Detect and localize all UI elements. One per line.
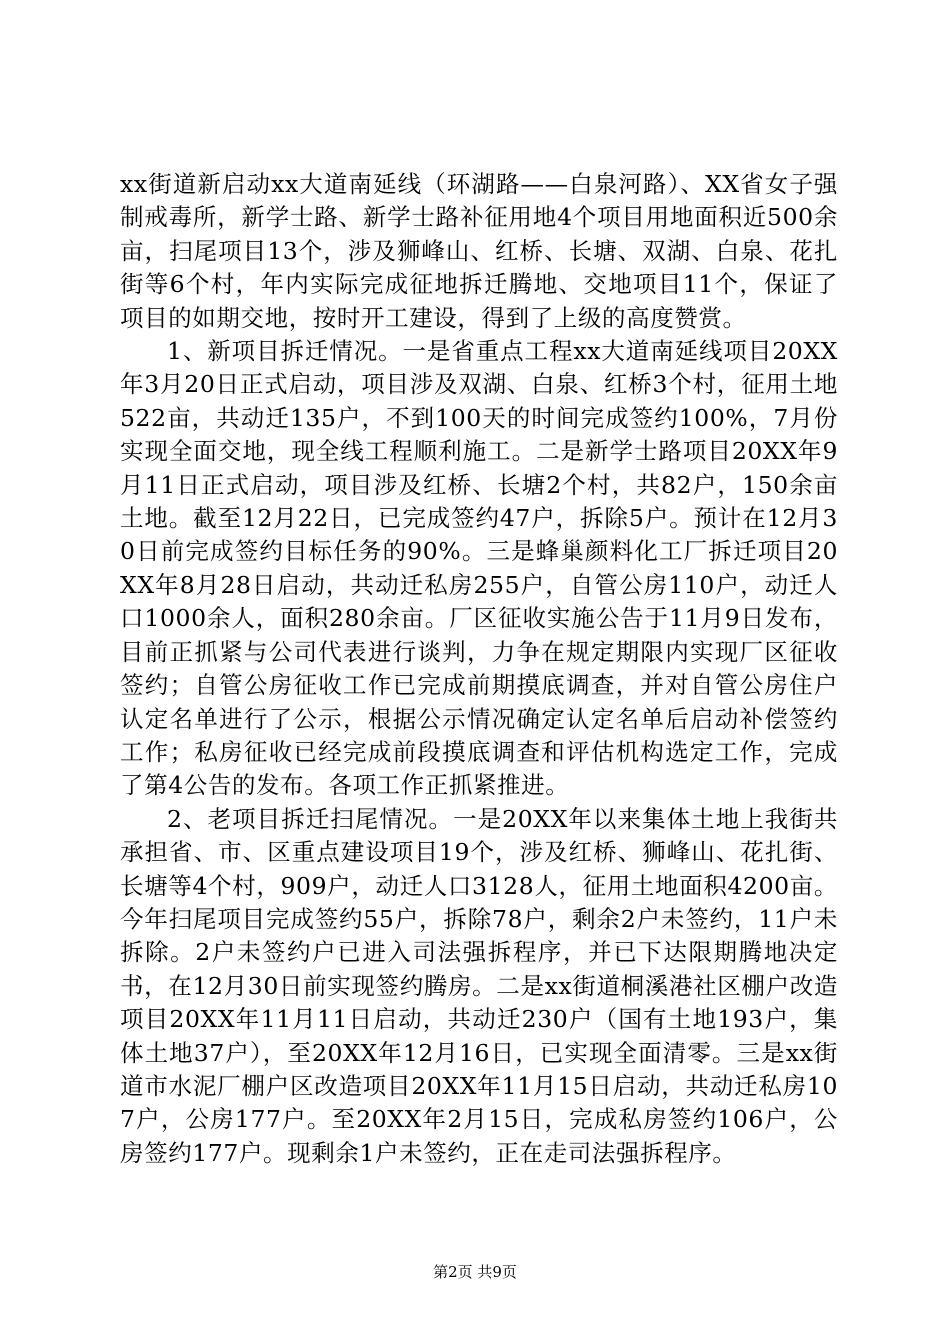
document-body bbox=[120, 168, 838, 1170]
paragraph-new-projects: 1、新项目拆迁情况。一是省重点工程xx大道南延线项目20XX年3月20日正式启动，项目涉及双湖、白泉、红桥3个村，征用土地522亩，共动迁135户，不到100天的时间完成签约100%，7月份实现全面交地，现全线工程顺利施工。二是新学士路项目20XX年9月11日正式启动，项目涉及红桥、长塘2个村，共82户，150余亩土地。截至12月22日，已完成签约47户，拆除5户。预计在12月30日前完成签约目标任务的90%。三是蜂巢颜料化工厂拆迁项目20XX年8月28日启动，共动迁私房255户，自管公房110户，动迁人口1000余人，面积280余亩。厂区征收实施公告于11月9日发布，目前正抓紧与公司代表进行谈判，力争在规定期限内实现厂区征收签约；自管公房征收工作已完成前期摸底调查，并对自管公房住户认定名单进行了公示，根据公示情况确定认定名单后启动补偿签约工作；私房征收已经完成前段摸底调查和评估机构选定工作，完成了第4公告的发布。各项工作正抓紧推进。 bbox=[120, 337, 838, 800]
paragraph-intro: xx街道新启动xx大道南延线（环湖路——白泉河路）、XX省女子强制戒毒所，新学士路、新学士路补征用地4个项目用地面积近500余亩，扫尾项目13个，涉及狮峰山、红桥、长塘、双湖、白泉、花扎街等6个村，年内实际完成征地拆迁腾地、交地项目11个，保证了项目的如期交地，按时开工建设，得到了上级的高度赞赏。 bbox=[120, 170, 838, 332]
paragraph-old-projects: 2、老项目拆迁扫尾情况。一是20XX年以来集体土地上我街共承担省、市、区重点建设项目19个，涉及红桥、狮峰山、花扎街、长塘等4个村，909户，动迁人口3128人，征用土地面积4200亩。今年扫尾项目完成签约55户，拆除78户，剩余2户未签约，11户未拆除。2户未签约户已进入司法强拆程序，并已下达限期腾地决定书，在12月30日前实现签约腾房。二是xx街道桐溪港社区棚户改造项目20XX年11月11日启动，共动迁230户（国有土地193户，集体土地37户），至20XX年12月16日，已实现全面清零。三是xx街道市水泥厂棚户区改造项目20XX年11月15日启动，共动迁私房107户，公房177户。至20XX年2月15日，完成私房签约106户，公房签约177户。现剩余1户未签约，正在走司法强拆程序。 bbox=[120, 804, 838, 1167]
page-footer: 第2页 共9页 bbox=[433, 1263, 517, 1281]
